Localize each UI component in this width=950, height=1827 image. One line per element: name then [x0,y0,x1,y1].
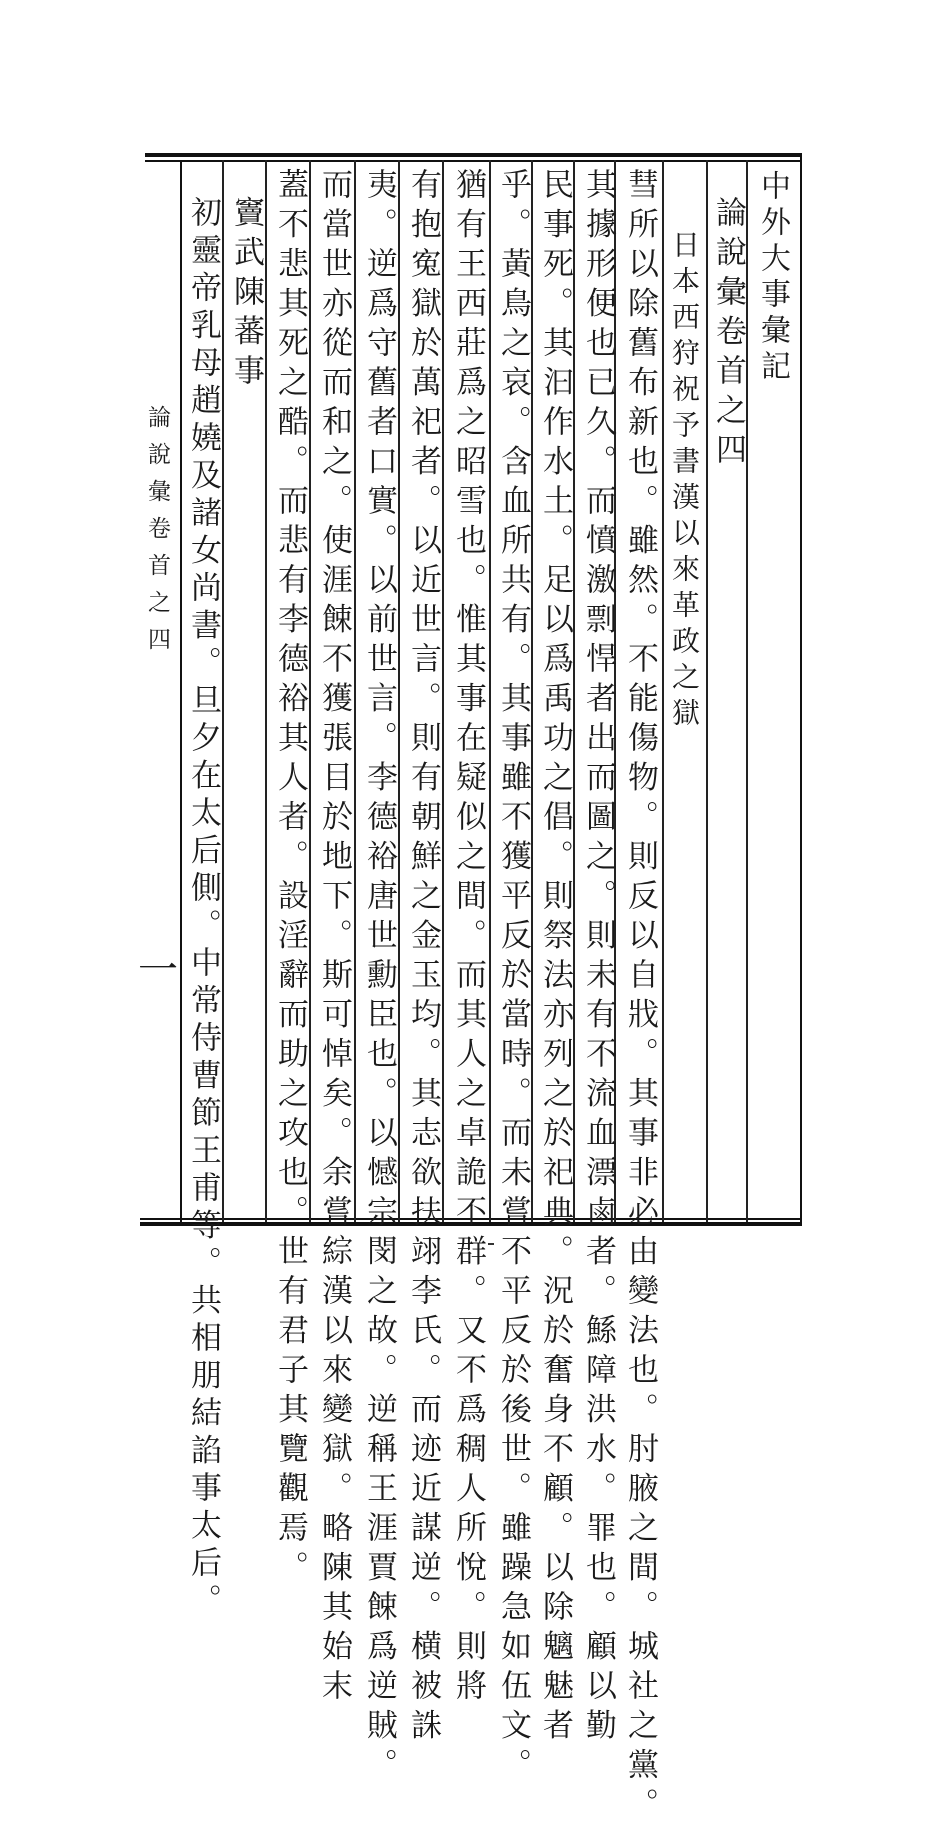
speck [488,1243,494,1245]
folio-number: 一 [138,947,178,993]
book-title: 中外大事彙記 [755,170,790,386]
text-column: 夷。逆爲守舊者口實。以前世言。李德裕唐世勳臣也。以憾宗閔之故。逆稱王涯賈餗爲逆賊。 [361,168,397,1788]
top-border-thin [145,160,800,162]
column-divider [489,160,491,1222]
top-border [145,153,800,157]
text-column: 有抱寃獄於萬祀者。以近世言。則有朝鮮之金玉均。其志欲扶翊李氏。而迹近謀逆。横被誅 [405,168,441,1748]
text-column: 民事死。其汩作水土。足以爲禹功之倡。則祭法亦列之於祀典。況於奮身不顧。以除魑魅者 [537,168,573,1748]
margin-label: 論說彙卷首之四 [144,405,170,664]
fold-border [800,153,802,1226]
column-divider [354,160,356,1222]
text-column: 猶有王西莊爲之昭雪也。惟其事在疑似之間。而其人之卓詭不群。又不爲稠人所悅。則將 [450,168,486,1709]
last-text-column: 初靈帝乳母趙嬈及諸女尚書。旦夕在太后側。中常侍曹節王甫等。共相朋結諂事太后。 [185,196,221,1621]
text-column: 彗所以除舊布新也。雖然。不能傷物。則反以自戕。其事非必由變法也。肘腋之間。城社之黨。 [622,168,658,1827]
volume-title: 論說彙卷首之四 [710,196,746,473]
text-column: 蓋不悲其死之酷。而悲有李德裕其人者。設淫辭而助之攻也。世有君子其覽觀焉。 [272,168,308,1590]
text-column: 而當世亦從而和之。使涯餗不獲張目於地下。斯可悼矣。余嘗綜漢以來變獄。略陳其始末 [316,168,352,1709]
section-heading: 竇武陳蕃事 [228,196,264,394]
text-column: 乎。黃鳥之哀。含血所共有。其事雖不獲平反於當時。而未嘗不平反於後世。雖躁急如伍文。 [495,168,531,1788]
text-column: 其據形便也已久。而憤激剽悍者出而圖之。則未有不流血漂鹵者。鯀障洪水。罪也。顧以勤 [580,168,616,1748]
article-title: 日本西狩祝予書漢以來革政之獄 [668,230,701,734]
inner-border [180,160,182,1222]
